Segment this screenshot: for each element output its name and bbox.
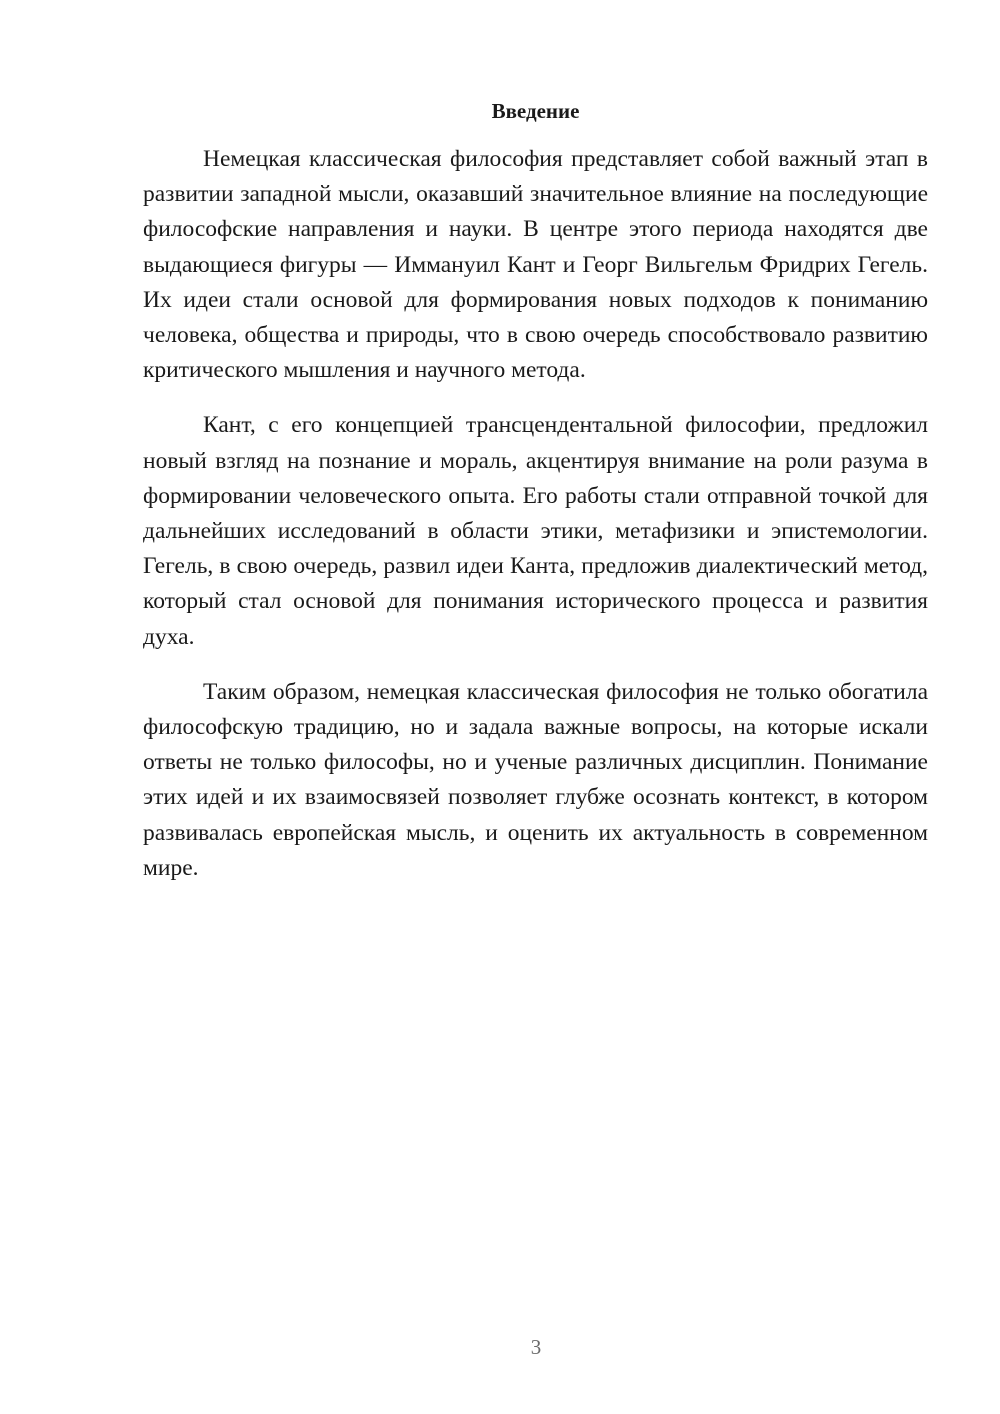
- paragraph-2: Кант, с его концепцией трансцендентальной философии, предложил новый взгляд на познание и мораль, акцентируя внимание на роли разума в формировании человеческого опыта. Его работы стали отправной точкой для дальнейших исследований в области этики, метафизики и эпистемологии. Гегель, в свою очередь, развил идеи Канта, предложив диалектический метод, который стал основой для понимания исторического процесса и развития духа.: [143, 412, 928, 650]
- section-title: Введение: [491, 99, 580, 123]
- paragraph-3: Таким образом, немецкая классическая философия не только обогатила философскую традицию, но и задала важные вопросы, на которые искали ответы не только философы, но и ученые различных дисциплин. Понимание этих идей и их взаимосвязей позволяет глубже осознать контекст, в котором развивалась европейская мысль, и оценить их актуальность в современном мире.: [143, 678, 928, 881]
- page-number: 3: [530, 1335, 542, 1359]
- paragraph-1: Немецкая классическая философия представляет собой важный этап в развитии западной мысли, оказавший значительное влияние на последующие философские направления и науки. В центре этого периода находятся две выдающиеся фигуры — Иммануил Кант и Георг Вильгельм Фридрих Гегель. Их идеи стали основой для формирования новых подходов к пониманию человека, общества и природы, что в свою очередь способствовало развитию критического мышления и научного метода.: [143, 146, 928, 384]
- body-text: [143, 142, 928, 906]
